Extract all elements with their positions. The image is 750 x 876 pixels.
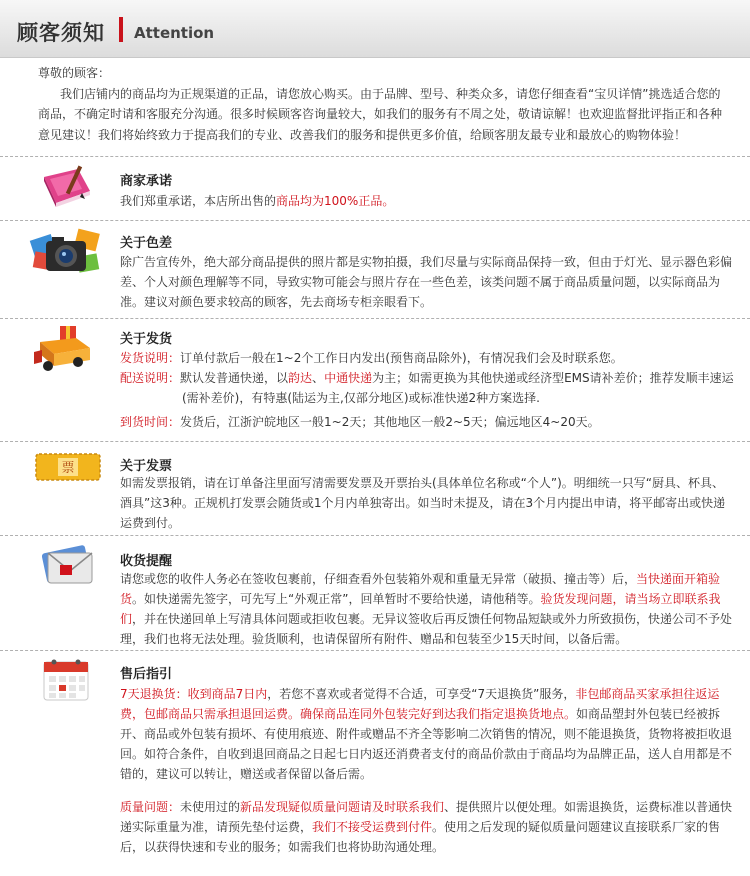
section-body-aftersale [120, 684, 735, 857]
intro-body: 我们店铺内的商品均为正规渠道的正品，请您放心购买。由于品牌、型号、种类众多，请您仔细查看“宝贝详情”挑选适合您的商品，不确定时请和客服充分沟通。很多时候顾客咨询量较大，如我们的服务有不周之处，敬请谅解！也欢迎监督批评指正和各种意见建议！我们将始终致力于提高我们的专业、改善我们的服务和提供更多价值，给顾客朋友最专业和最放心的购物体验！ [38, 86, 723, 142]
aftersale-text-2: 如商品塑封外包装已经被拆开、商品或外包装有损坏、有使用痕迹、附件或赠品不齐全等影响二次销售的情况，则不能退换货，货物将被拒收退回。如符合条件，自收到退回商品之日起七日内返还消费者支付的商品价款由于商品均为品牌正品，送人自用都是不错的，建议可以转让，赠送或者保留以备后需。 [120, 707, 733, 781]
shipping-line-delivery [120, 368, 735, 408]
header-title-en: Attention [134, 24, 215, 42]
header-title-cn: 顾客须知 [17, 21, 105, 45]
section-body-promise [120, 191, 735, 211]
intro-greeting: 尊敬的顾客： [38, 66, 111, 80]
receipt-text-3: ，并在快递回单上写清具体问题或拒收包裹。无异议签收后再反馈任何物品短缺或外力所致损伤，快递公司不予处理，我们也将无法处理。验货顺利，也请保留所有附件、赠品和包装至少15天时间，以备后需。 [120, 612, 733, 646]
divider [0, 156, 750, 157]
aftersale-highlight-1: 7天退换货：收到商品7日内 [120, 687, 268, 701]
aftersale-quality-text-2: 、提供照片以便处理。如需退换货，运费标准以普通快递实际重量为准，请预先垫付运费， [120, 800, 733, 834]
shipping-text-delivery-sep: 、 [312, 371, 325, 385]
receipt-highlight-2: 验货发现问题，请当场立即联系我们 [120, 592, 721, 626]
section-title-receipt: 收货提醒 [120, 554, 173, 569]
section-body-shipping [120, 348, 735, 432]
shipping-text-dispatch: 订单付款后一般在1~2个工作日内发出(预售商品除外)，有情况我们会及时联系您。 [180, 351, 623, 365]
divider [0, 650, 750, 651]
receipt-text-1: 请您或您的收件人务必在签收包裹前，仔细查看外包装箱外观和重量无异常（破损、撞击等）后， [120, 572, 637, 586]
section-title-color: 关于色差 [120, 236, 173, 251]
section-title-aftersale: 售后指引 [120, 667, 173, 682]
divider [0, 535, 750, 536]
divider [0, 220, 750, 221]
divider [0, 318, 750, 319]
svg-text:票: 票 [61, 461, 75, 476]
ticket-icon [34, 450, 102, 484]
camera-photos-icon [28, 225, 104, 281]
promise-text: 我们郑重承诺，本店所出售的 [120, 194, 277, 208]
section-title-shipping: 关于发货 [120, 332, 173, 347]
aftersale-quality-highlight-1: 新品发现疑似质量问题请及时联系我们 [240, 800, 445, 814]
shipping-text-delivery-c: 为主；如需更换为其他快递或经济型EMS请补差价；推荐发顺丰速运(需补差价)，有特惠(陆运为主,仅部分地区)或标准快递2种方案选择. [182, 371, 734, 405]
intro-text [38, 63, 728, 145]
courier-zto: 中通快递 [324, 371, 373, 385]
promise-highlight: 商品均为100%正品。 [276, 194, 395, 208]
shipping-label-delivery: 配送说明： [120, 371, 181, 385]
section-title-promise: 商家承诺 [120, 174, 173, 189]
aftersale-text-1: ，若您不喜欢或者觉得不合适，可享受“7天退换货”服务， [267, 687, 576, 701]
shipping-line-dispatch [120, 348, 735, 368]
aftersale-quality-text-3: 。使用之后发现的疑似质量问题建议直接联系厂家的售后，以获得快速和专业的服务；如需我们也将协助沟通处理。 [120, 820, 721, 854]
aftersale-quality-text-1: 未使用过的 [180, 800, 241, 814]
section-body-receipt [120, 569, 735, 649]
receipt-text-2: 。如快递需先签字，可先写上“外观正常”，回单暂时不要给快递，请他稍等。 [132, 592, 541, 606]
shipping-label-dispatch: 发货说明： [120, 351, 181, 365]
aftersale-highlight-2: 非包邮商品买家承担往返运费，包邮商品只需承担退回运费。确保商品连同外包装完好到达我们指定退换货地点。 [120, 687, 720, 721]
divider [0, 441, 750, 442]
receipt-highlight-1: 当快递面开箱验货 [120, 572, 721, 606]
shipping-label-arrival: 到货时间： [120, 415, 181, 429]
courier-yunda: 韵达 [288, 371, 313, 385]
shipping-text-delivery-a: 默认发普通快递，以 [180, 371, 289, 385]
shipping-text-arrival: 发货后，江浙沪皖地区一般1~2天；其他地区一般2~5天；偏远地区4~20天。 [180, 415, 600, 429]
mail-icon [38, 543, 98, 587]
shipping-line-arrival [120, 412, 735, 432]
pink-book-icon [38, 163, 96, 209]
aftersale-quality-highlight-2: 我们不接受运费到付件 [312, 820, 433, 834]
section-body-color: 除广告宣传外，绝大部分商品提供的照片都是实物拍摄，我们尽量与实际商品保持一致，但由于灯光、显示器色彩偏差、个人对颜色理解等不同，导致实物可能会与照片存在一些色差，该类问题不属于商品质量问题，以实际商品为准。建议对颜色要求较高的顾客，先去商场专柜亲眼看下。 [120, 255, 733, 309]
calendar-icon [38, 656, 94, 704]
delivery-truck-icon [32, 324, 102, 374]
header-accent-bar [119, 17, 123, 42]
section-title-invoice: 关于发票 [120, 459, 173, 474]
aftersale-return-policy [120, 684, 735, 784]
page-header [0, 0, 750, 58]
aftersale-quality-policy [120, 797, 735, 857]
aftersale-quality-label: 质量问题： [120, 800, 181, 814]
section-body-invoice: 如需发票报销，请在订单备注里面写清需要发票及开票抬头(具体单位名称或“个人”)。明细统一只写“厨具、杯具、酒具”这3种。正规机打发票会随货或1个月内单独寄出。如当时未提及，请在3个月内提出申请，将平邮寄出或快递运费到付。 [120, 476, 726, 530]
